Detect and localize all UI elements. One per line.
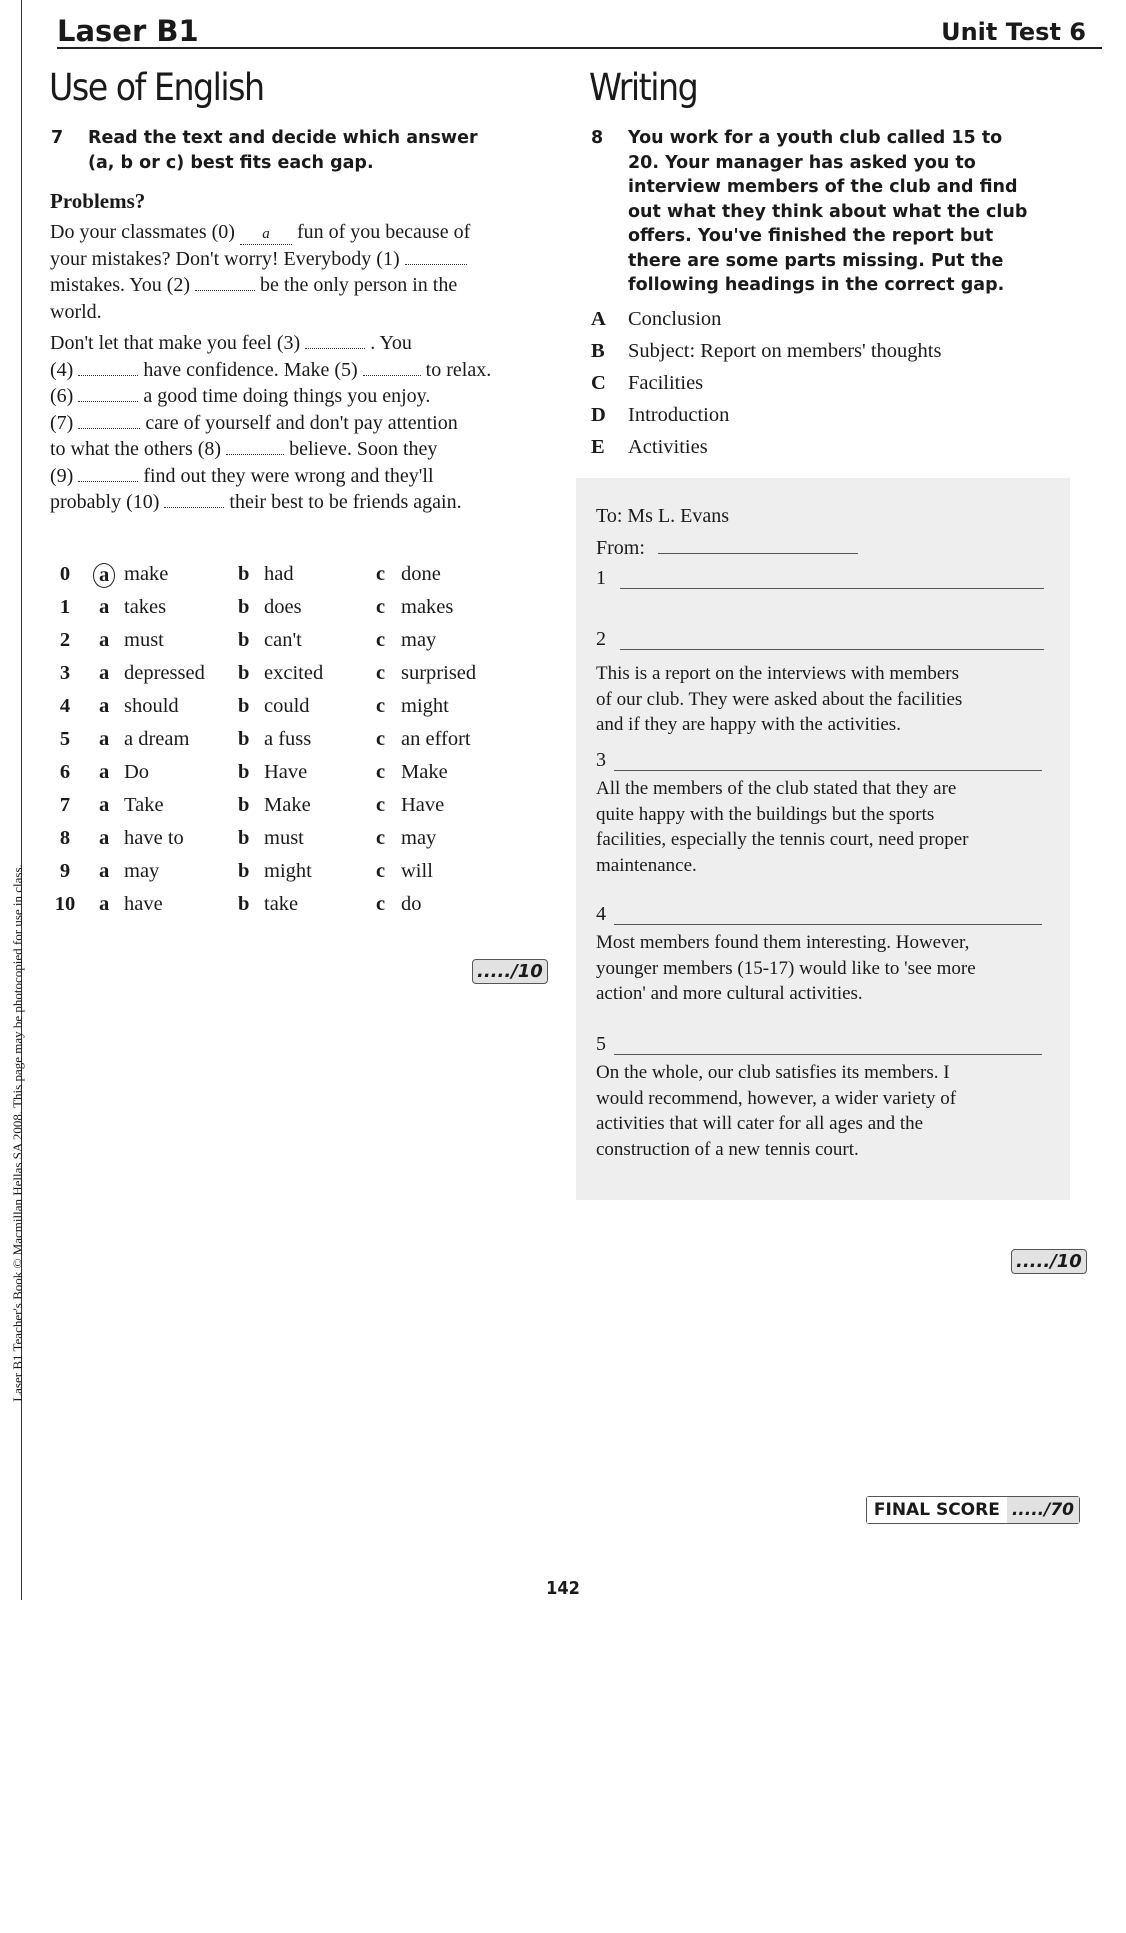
instruction-line: following headings in the correct gap. <box>628 275 1005 295</box>
gap-label: 1 <box>596 567 606 589</box>
gap-label: 3 <box>596 749 606 771</box>
option-c[interactable]: may <box>401 629 437 651</box>
option-b[interactable]: might <box>264 860 312 882</box>
option-b[interactable]: can't <box>264 629 302 651</box>
text-title: Problems? <box>50 189 146 213</box>
final-score-label: FINAL SCORE <box>867 1497 1007 1523</box>
instruction-line: (a, b or c) best fits each gap. <box>88 152 374 173</box>
option-row-2: 2 a must b can't c may <box>59 629 437 651</box>
instruction-line: Read the text and decide which answer <box>88 128 478 148</box>
gap-2[interactable] <box>195 273 255 291</box>
gap-10[interactable] <box>164 490 224 508</box>
instruction-line: 20. Your manager has asked you to <box>628 152 976 173</box>
book-title: Laser B1 <box>57 14 199 48</box>
option-a[interactable]: Do <box>124 761 150 783</box>
gap-label: 2 <box>596 628 606 650</box>
heading-gap-1[interactable] <box>620 588 1044 589</box>
heading-gap-2[interactable] <box>620 649 1044 650</box>
option-a[interactable]: takes <box>124 596 167 618</box>
instruction-line: there are some parts missing. Put the <box>628 250 1004 271</box>
report-from-line[interactable] <box>658 553 858 554</box>
option-c[interactable]: Make <box>401 761 448 783</box>
gap-0: a <box>240 227 292 245</box>
cloze-paragraph-1: Do your classmates (0) a fun of you because of your mistakes? Don't worry! Everybody (1) mistakes. You (2) be the only person in the world. <box>50 221 471 323</box>
option-a[interactable]: may <box>124 860 160 882</box>
page-number: 142 <box>546 1578 580 1599</box>
option-c[interactable]: may <box>401 827 437 849</box>
option-row-6: 6 a Do b Have c Make <box>59 761 448 783</box>
heading-gap-3[interactable] <box>614 770 1042 771</box>
report-paragraph: Most members found them interesting. However, younger members (15-17) would like to 'see more action' and more cultural activities. <box>596 932 976 1004</box>
gap-9[interactable] <box>78 464 138 482</box>
option-c[interactable]: might <box>401 695 449 717</box>
report-paragraph: All the members of the club stated that they are quite happy with the buildings but the sports facilities, especially the tennis court, need proper maintenance. <box>596 778 969 876</box>
circled-answer: a <box>93 563 115 588</box>
option-c[interactable]: do <box>401 893 422 915</box>
option-b[interactable]: take <box>264 893 299 915</box>
report-from-label: From: <box>596 537 645 559</box>
option-b[interactable]: could <box>264 695 310 717</box>
task-number: 7 <box>51 128 64 148</box>
option-a[interactable]: must <box>124 629 164 651</box>
task-8-instruction <box>591 126 1091 301</box>
gap-8[interactable] <box>226 437 284 455</box>
option-b[interactable]: Have <box>264 761 308 783</box>
gap-7[interactable] <box>78 411 140 429</box>
option-a[interactable]: Take <box>124 794 164 816</box>
option-b[interactable]: must <box>264 827 304 849</box>
option-a[interactable]: a dream <box>124 728 190 750</box>
use-of-english-score[interactable]: ...../10 <box>472 959 548 984</box>
option-b[interactable]: had <box>264 563 294 585</box>
report-paragraph: This is a report on the interviews with members of our club. They were asked about the facilities and if they are happy with the activities. <box>596 663 963 735</box>
gap-3[interactable] <box>305 331 365 349</box>
option-a[interactable]: have <box>124 893 163 915</box>
copyright-note: Laser B1 Teacher's Book © Macmillan Hellas SA 2008. This page may be photocopied for use in class. <box>10 864 25 1402</box>
gap-1[interactable] <box>405 247 467 265</box>
option-c[interactable]: an effort <box>401 728 471 750</box>
final-score-box <box>866 1496 1080 1524</box>
option-row-3: 3 a depressed b excited c surprised <box>59 662 477 684</box>
option-row-1: 1 a takes b does c makes <box>59 596 454 618</box>
option-row-4: 4 a should b could c might <box>59 695 449 717</box>
option-a[interactable]: make <box>124 563 169 585</box>
options-table <box>54 563 574 933</box>
gap-6[interactable] <box>78 384 138 402</box>
use-of-english-title: Use of English <box>49 66 264 109</box>
option-row-10: 10 a have b take c do <box>54 893 422 915</box>
option-c[interactable]: done <box>401 563 441 585</box>
headings-list: A Conclusion B Subject: Report on members' thoughts C Facilities D Introduction E Activities <box>591 308 942 458</box>
option-row-7: 7 a Take b Make c Have <box>59 794 445 816</box>
gap-4[interactable] <box>78 358 138 376</box>
option-b[interactable]: Make <box>264 794 311 816</box>
option-b[interactable]: excited <box>264 662 324 684</box>
option-c[interactable]: will <box>401 860 433 882</box>
instruction-line: interview members of the club and find <box>628 177 1018 197</box>
report-to: To: Ms L. Evans <box>596 505 730 527</box>
header-rule <box>57 47 1102 49</box>
writing-score[interactable]: ...../10 <box>1011 1249 1087 1274</box>
option-row-5: 5 a a dream b a fuss c an effort <box>59 728 471 750</box>
writing-title: Writing <box>589 66 698 109</box>
gap-5[interactable] <box>363 358 421 376</box>
option-a[interactable]: have to <box>124 827 184 849</box>
instruction-line: You work for a youth club called 15 to <box>628 128 1003 148</box>
option-b[interactable]: a fuss <box>264 728 312 750</box>
option-b[interactable]: does <box>264 596 302 618</box>
report-box <box>576 478 1070 1200</box>
option-row-0: 0 a make b had c done <box>59 563 441 586</box>
gap-label: 5 <box>596 1033 606 1055</box>
option-row-9: 9 a may b might c will <box>59 860 433 882</box>
heading-gap-5[interactable] <box>614 1054 1042 1055</box>
option-c[interactable]: makes <box>401 596 454 618</box>
gap-label: 4 <box>596 903 606 925</box>
final-score-value[interactable]: ...../70 <box>1007 1497 1079 1523</box>
heading-gap-4[interactable] <box>614 924 1042 925</box>
option-c[interactable]: surprised <box>401 662 477 684</box>
task-number: 8 <box>591 128 604 148</box>
option-c[interactable]: Have <box>401 794 445 816</box>
task-7-instruction <box>51 126 551 176</box>
instruction-line: offers. You've finished the report but <box>628 226 994 246</box>
cloze-paragraph-2: Don't let that make you feel (3) . You (4) have confidence. Make (5) to relax. (6) a good time doing things you enjoy. (7) care of yourself and don't pay attention to what the others (8) believe. Soon they (9) find out they were wrong and they'll probably (10) their best to be friends again. <box>50 332 492 513</box>
report-paragraph: On the whole, our club satisfies its members. I would recommend, however, a wider variety of activities that will cater for all ages and the construction of a new tennis court. <box>596 1062 957 1160</box>
test-title: Unit Test 6 <box>941 18 1086 46</box>
instruction-line: out what they think about what the club <box>628 201 1028 222</box>
option-row-8: 8 a have to b must c may <box>59 827 437 849</box>
option-a[interactable]: should <box>124 695 179 717</box>
option-a[interactable]: depressed <box>124 662 205 684</box>
